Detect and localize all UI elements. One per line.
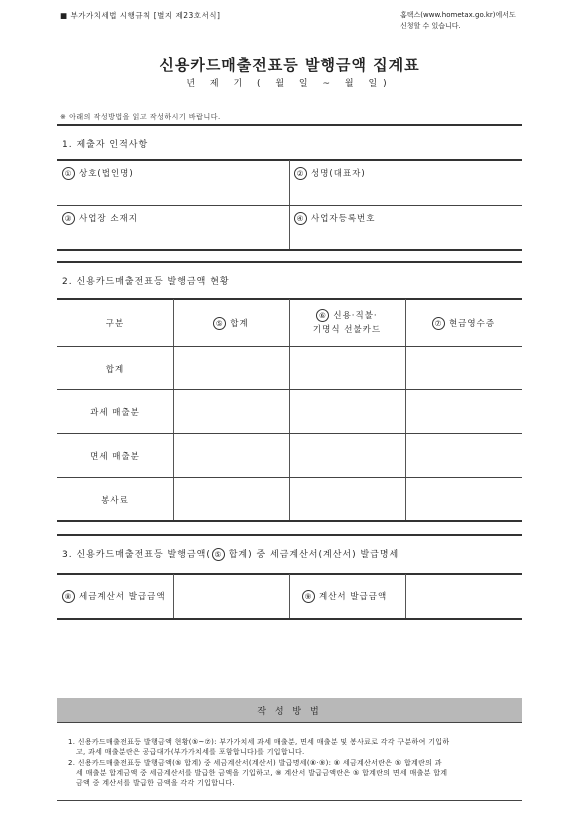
field-label: 세금계산서 발급금액: [79, 592, 166, 602]
row-label-total: 합계: [105, 365, 125, 375]
divider: [57, 618, 522, 620]
form-reference: ■ 부가가치세법 시행규칙 [별지 제23호서식]: [60, 11, 221, 20]
column-label: 합계: [230, 319, 249, 329]
hometax-note-line1: 홈택스(www.hometax.go.kr)에서도: [400, 11, 516, 19]
column-label-line2: 기명식 선불카드: [312, 325, 382, 335]
row-label-service-charge: 봉사료: [101, 496, 129, 506]
section3-heading: [62, 547, 399, 561]
divider: [57, 477, 522, 478]
section2-heading: 2. 신용카드매출전표등 발행금액 현황: [62, 277, 230, 287]
divider: [57, 261, 522, 263]
field-registration-number[interactable]: [294, 212, 375, 225]
guide-header: [57, 698, 522, 722]
row-label-taxable: 과세 매출분: [90, 408, 140, 418]
divider: [289, 574, 290, 619]
guide-line: 2. 신용카드매출전표등 발행금액(⑤ 합계) 중 세금계산서(계산서) 발급명세(⑧·⑨): ⑧ 세금계산서란은 ⑤ 합계란의 과: [68, 759, 442, 767]
divider: [405, 574, 406, 619]
field-label: 사업자등록번호: [311, 214, 376, 224]
section3-heading-pre: 3. 신용카드매출전표등 발행금액(: [62, 550, 211, 560]
divider: [405, 299, 406, 521]
divider: [57, 124, 522, 126]
divider: [57, 433, 522, 434]
divider: [173, 299, 174, 521]
notice-text: ※ 아래의 작성방법을 읽고 작성하시기 바랍니다.: [60, 113, 221, 121]
column-header-cash-receipt: [405, 317, 522, 330]
column-header-total: [173, 317, 289, 330]
field-representative[interactable]: [294, 167, 366, 180]
field-number: ⑨: [302, 590, 315, 603]
section3-heading-num: ⑤: [212, 548, 225, 561]
divider: [57, 205, 522, 206]
divider: [57, 534, 522, 536]
guide-line: 1. 신용카드매출전표등 발행금액 현황(⑤~⑦): 부가가치세 과세 매출분, 면세 매출분 및 봉사료로 각각 구분하여 기입하: [68, 738, 450, 746]
guide-line: 고, 과세 매출분란은 공급대가(부가가치세를 포함합니다)를 기입합니다.: [76, 748, 305, 756]
field-number: ②: [294, 167, 307, 180]
divider: [173, 574, 174, 619]
column-number: ⑥: [316, 309, 329, 322]
field-tax-invoice-amount[interactable]: [62, 590, 166, 603]
divider: [57, 722, 522, 723]
divider: [57, 800, 522, 801]
field-number: ④: [294, 212, 307, 225]
page-title: 신용카드매출전표등 발행금액 집계표: [159, 56, 420, 74]
divider: [57, 346, 522, 347]
period-subtitle: 년 제 기 ( 월 일 ~ 월 일): [186, 79, 393, 89]
field-label: 사업장 소재지: [79, 214, 138, 224]
column-header-category: 구분: [105, 319, 125, 329]
field-number: ①: [62, 167, 75, 180]
guide-title: 작 성 방 법: [257, 707, 322, 717]
divider: [57, 520, 522, 522]
field-label: 상호(법인명): [79, 169, 134, 179]
column-number: ⑦: [432, 317, 445, 330]
guide-line: 금액 중 계산서를 발급한 금액을 각각 기입합니다.: [76, 779, 235, 787]
field-business-address[interactable]: [62, 212, 138, 225]
field-invoice-amount[interactable]: [302, 590, 387, 603]
hometax-note: [400, 10, 540, 32]
field-number: ⑧: [62, 590, 75, 603]
row-label-exempt: 면세 매출분: [90, 452, 140, 462]
guide-line: 세 매출분 합계금액 중 세금계산서를 발급한 금액을 기입하고, ⑨ 계산서 발급금액란은 ⑤ 합계란의 면세 매출분 합계: [76, 769, 448, 777]
section3-heading-post: 합계) 중 세금계산서(계산서) 발급명세: [224, 550, 400, 560]
column-number: ⑤: [213, 317, 226, 330]
field-label: 계산서 발급금액: [319, 592, 388, 602]
section1-heading: 1. 제출자 인적사항: [62, 140, 149, 150]
column-label: 신용·직불·: [333, 311, 378, 321]
field-business-name[interactable]: [62, 167, 134, 180]
hometax-note-line2: 신청할 수 있습니다.: [400, 22, 461, 30]
column-header-card: [289, 309, 405, 337]
field-label: 성명(대표자): [311, 169, 366, 179]
column-label: 현금영수증: [448, 319, 496, 329]
divider: [57, 249, 522, 251]
field-number: ③: [62, 212, 75, 225]
divider: [57, 389, 522, 390]
